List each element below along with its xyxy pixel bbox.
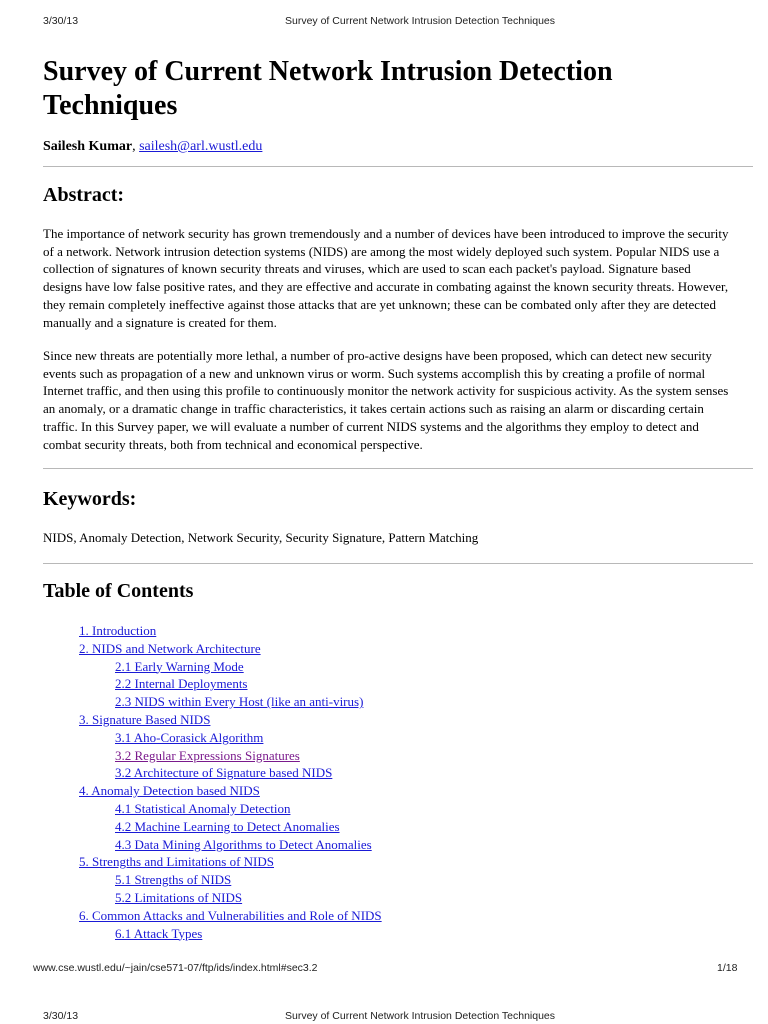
toc-link-regex-signatures[interactable]: 3.2 Regular Expressions Signatures bbox=[115, 747, 300, 763]
toc-item bbox=[43, 907, 382, 925]
toc-link-attack-types[interactable]: 6.1 Attack Types bbox=[115, 925, 203, 941]
toc-item bbox=[43, 675, 382, 693]
toc-item bbox=[43, 800, 382, 818]
toc-item bbox=[43, 782, 382, 800]
author-line: Sailesh Kumar, sailesh@arl.wustl.edu bbox=[43, 139, 263, 154]
toc-heading: Table of Contents bbox=[43, 580, 194, 602]
toc-link-data-mining[interactable]: 4.3 Data Mining Algorithms to Detect Anomalies bbox=[115, 836, 372, 852]
divider bbox=[43, 468, 753, 469]
toc-link-signature-nids[interactable]: 3. Signature Based NIDS bbox=[79, 711, 211, 727]
toc-link-introduction[interactable]: 1. Introduction bbox=[79, 623, 157, 638]
next-page-header-title: Survey of Current Network Intrusion Detection Techniques bbox=[285, 1010, 556, 1022]
abstract-paragraph-1: The importance of network security has grown tremendously and a number of devices have been introduced to improve the security of a network. Network intrusion detection systems (NIDS) are among the most widely deployed such system. Popular NIDS use a collection of signatures of known security threats and viruses, which are used to scan each packet's payload. Signature based designs have low false positive rates, and they are effective and accurate in combating against the known security threats. However, they remain completely ineffective against those attacks that are yet unknown; these can be combated only after they are detected manually and a signature is created for them. bbox=[43, 226, 729, 330]
keywords-text: NIDS, Anomaly Detection, Network Security, Security Signature, Pattern Matching bbox=[43, 530, 479, 545]
footer-page-number: 1/18 bbox=[717, 962, 738, 974]
toc-item bbox=[43, 889, 382, 907]
toc-item bbox=[43, 853, 382, 871]
toc-link-anomaly-nids[interactable]: 4. Anomaly Detection based NIDS bbox=[79, 783, 260, 799]
header-title: Survey of Current Network Intrusion Detection Techniques bbox=[285, 15, 556, 27]
abstract-paragraph-2: Since new threats are potentially more lethal, a number of pro-active designs have been proposed, which can detect new security events such as propagation of a new and unknown virus or worm. Such systems accomplish this by creating a profile of normal Internet traffic, and then using this profile to continuously monitor the network activity for suspicious activity. As the system senses an anomaly, or a dramatic change in traffic characteristics, it takes certain actions such as raising an alarm or discarding certain traffic. In this Survey paper, we will evaluate a number of current NIDS systems and the algorithms they employ to detect and combat security threats, both from technical and economical perspective. bbox=[43, 348, 729, 452]
toc-item bbox=[43, 622, 382, 640]
toc-link-statistical-anomaly[interactable]: 4.1 Statistical Anomaly Detection bbox=[115, 800, 291, 816]
toc-item bbox=[43, 764, 382, 782]
toc-item bbox=[43, 925, 382, 943]
toc-item bbox=[43, 658, 382, 676]
header-date: 3/30/13 bbox=[43, 15, 79, 27]
toc-item bbox=[43, 693, 382, 711]
toc-link-early-warning[interactable]: 2.1 Early Warning Mode bbox=[115, 658, 244, 674]
toc-item bbox=[43, 729, 382, 747]
author-name: Sailesh Kumar bbox=[43, 139, 133, 154]
keywords-heading: Keywords: bbox=[43, 488, 137, 510]
abstract-heading: Abstract: bbox=[43, 184, 125, 206]
toc-link-signature-architecture[interactable]: 3.2 Architecture of Signature based NIDS bbox=[115, 765, 333, 781]
toc-link-internal-deployments[interactable]: 2.2 Internal Deployments bbox=[115, 676, 248, 692]
toc-link-nids-every-host[interactable]: 2.3 NIDS within Every Host (like an anti-virus) bbox=[115, 694, 364, 710]
toc-item bbox=[43, 836, 382, 854]
toc-item bbox=[43, 640, 382, 658]
page-title: Survey of Current Network Intrusion Detection Techniques bbox=[43, 56, 613, 121]
author-email-link[interactable]: sailesh@arl.wustl.edu bbox=[139, 139, 263, 154]
toc-link-strengths[interactable]: 5.1 Strengths of NIDS bbox=[115, 872, 232, 888]
divider bbox=[43, 166, 753, 167]
toc-link-nids-architecture[interactable]: 2. NIDS and Network Architecture bbox=[79, 640, 261, 656]
toc-item bbox=[43, 747, 382, 765]
footer-url: www.cse.wustl.edu/~jain/cse571-07/ftp/ids/index.html#sec3.2 bbox=[33, 962, 318, 974]
next-page-header-date: 3/30/13 bbox=[43, 1010, 79, 1022]
toc-link-limitations[interactable]: 5.2 Limitations of NIDS bbox=[115, 889, 243, 905]
toc-link-strengths-limitations[interactable]: 5. Strengths and Limitations of NIDS bbox=[79, 854, 274, 870]
toc-link-machine-learning[interactable]: 4.2 Machine Learning to Detect Anomalies bbox=[115, 818, 340, 834]
toc-item bbox=[43, 711, 382, 729]
toc-item bbox=[43, 818, 382, 836]
table-of-contents bbox=[43, 622, 382, 942]
divider bbox=[43, 563, 753, 564]
toc-link-aho-corasick[interactable]: 3.1 Aho-Corasick Algorithm bbox=[115, 729, 264, 745]
toc-item bbox=[43, 871, 382, 889]
toc-link-common-attacks[interactable]: 6. Common Attacks and Vulnerabilities and Role of NIDS bbox=[79, 907, 382, 923]
